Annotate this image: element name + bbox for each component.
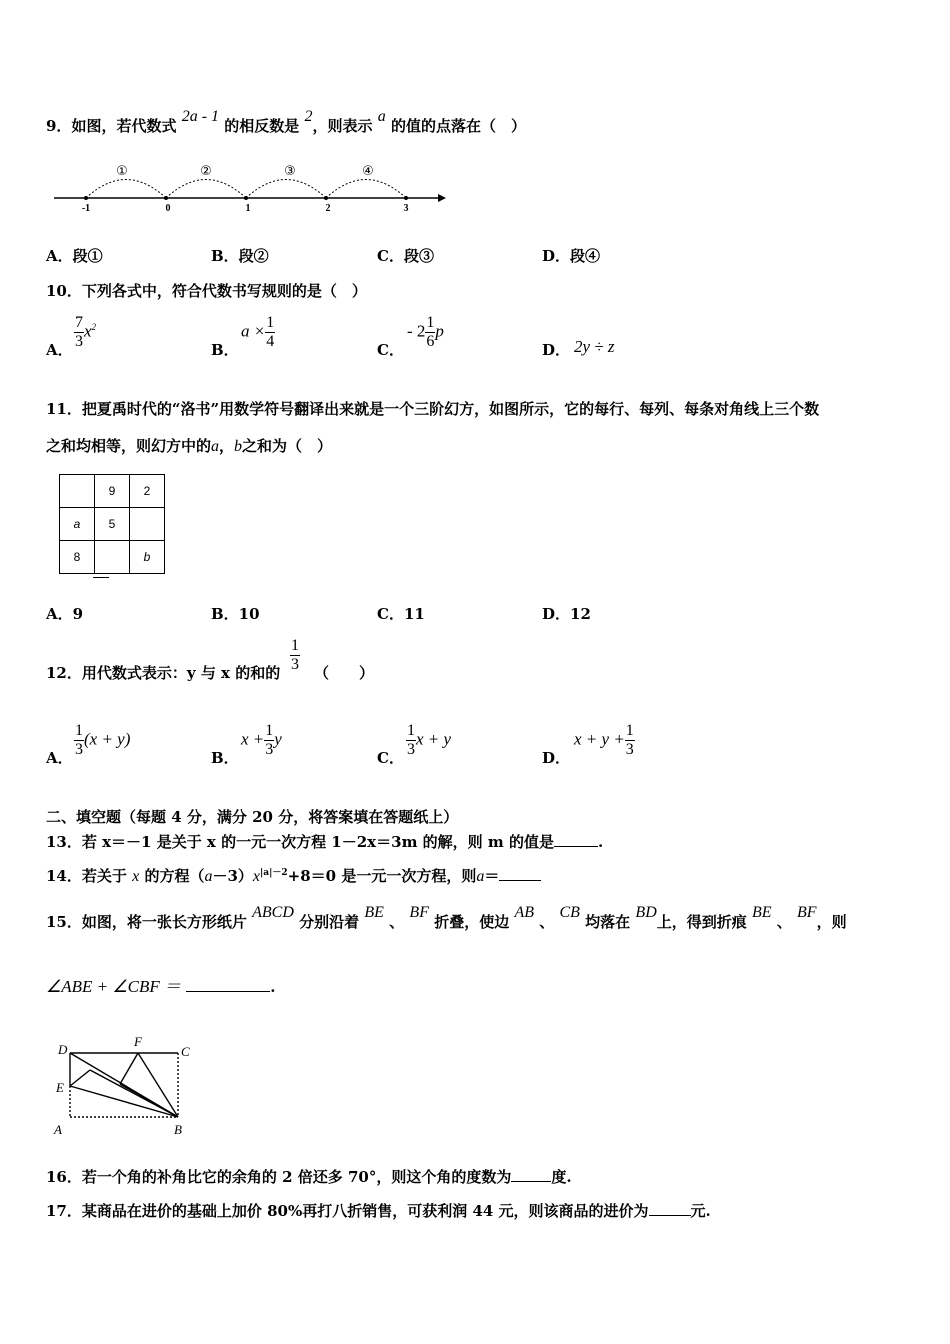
q15-sep2: 、 — [539, 913, 555, 931]
q9-option-a[interactable]: A．段① — [46, 247, 103, 265]
q9-text-mid2: ，则表示 — [312, 117, 373, 135]
segment-label: ① — [116, 164, 128, 179]
q15-be2: BE — [752, 904, 772, 921]
q12-option-a-label[interactable]: A． — [46, 749, 73, 767]
numerator: 1 — [265, 722, 274, 739]
answer-blank[interactable] — [511, 1181, 551, 1182]
q14-text-post: +8＝0 是一元一次方程，则 — [287, 867, 477, 885]
tick-label: 1 — [245, 203, 251, 214]
q10-stem: 10．下列各式中，符合代数书写规则的是（ ） — [46, 282, 367, 300]
point-label: D — [58, 1042, 68, 1057]
segment-label: ④ — [362, 164, 374, 179]
denominator: 3 — [75, 741, 83, 758]
q15-cb: CB — [559, 904, 580, 921]
q13-end: . — [597, 833, 604, 851]
fraction — [425, 314, 435, 351]
grid-cell: 2 — [130, 475, 165, 508]
point-label: E — [56, 1080, 64, 1095]
answer-blank[interactable] — [649, 1215, 691, 1216]
q11-option-b[interactable]: B．10 — [211, 605, 260, 623]
q15-end: . — [270, 978, 276, 996]
q10-option-d-label[interactable]: D． — [542, 341, 571, 359]
q15-text4: 均落在 — [585, 913, 631, 931]
q9-stem — [46, 108, 526, 136]
denominator: 3 — [625, 741, 634, 758]
q11-var-a: a — [211, 438, 220, 455]
q15-ab: AB — [514, 904, 534, 921]
expr-pre: x + y + — [574, 729, 625, 749]
q12-stem-fraction — [290, 637, 300, 674]
q9-text-mid: 的相反数是 — [224, 117, 300, 135]
q15-sep: 、 — [389, 913, 405, 931]
grid-row — [60, 475, 165, 508]
q9-var: a — [377, 108, 386, 125]
q11-text-post: 之和为（ ） — [242, 437, 333, 455]
q9-number-line — [50, 155, 450, 215]
q10-option-c-label[interactable]: C． — [377, 341, 404, 359]
segment-label: ③ — [284, 164, 296, 179]
fraction — [625, 722, 635, 759]
q15-text1: 15．如图，将一张长方形纸片 — [46, 913, 247, 931]
grid-row — [60, 508, 165, 541]
grid-cell: 9 — [95, 475, 130, 508]
q14-text-mid: 的方程（ — [144, 867, 205, 885]
q15-text6: ，则 — [816, 913, 847, 931]
denominator: 6 — [426, 333, 435, 350]
q15-sep3: 、 — [776, 913, 792, 931]
q12-paren: （ ） — [314, 664, 375, 682]
answer-blank[interactable] — [186, 991, 270, 992]
grid-cell — [60, 475, 95, 508]
q12-option-c-label[interactable]: C． — [377, 749, 404, 767]
q17-text: 17．某商品在进价的基础上加价 80%再打八折销售，可获利润 44 元，则该商品的进价为 — [46, 1202, 649, 1220]
numerator: 1 — [426, 314, 435, 331]
q15-be: BE — [364, 904, 384, 921]
point-label: A — [54, 1122, 62, 1137]
q12-option-b-label[interactable]: B． — [211, 749, 239, 767]
q14-equals: ＝ — [484, 867, 500, 885]
q14-var-a2: a — [476, 868, 485, 885]
denominator: 3 — [265, 741, 274, 758]
magic-square — [59, 474, 165, 574]
q11-line1: 11．把夏禹时代的“洛书”用数学符号翻译出来就是一个三阶幻方，如图所示，它的每行、每列、每条对角线上三个数 — [46, 400, 820, 418]
grid-cell — [95, 541, 130, 574]
denominator: 3 — [407, 741, 415, 758]
q17 — [46, 1200, 711, 1221]
denominator: 3 — [291, 656, 299, 673]
q14-var-x: x — [132, 868, 140, 885]
q15-line2 — [46, 972, 275, 997]
tick-label: 0 — [165, 203, 171, 214]
grid-cell: a — [60, 508, 95, 541]
answer-blank[interactable] — [499, 880, 541, 881]
q15-text5: 上，得到折痕 — [656, 913, 747, 931]
q14-text-pre: 14．若关于 — [46, 867, 127, 885]
q11-text-pre: 之和均相等，则幻方中的 — [46, 437, 212, 455]
grid-underline — [93, 577, 109, 578]
q11-option-c[interactable]: C．11 — [377, 605, 425, 623]
q13-text: 13．若 x＝－1 是关于 x 的一元一次方程 1－2x＝3m 的解，则 m 的值是 — [46, 833, 554, 851]
q15-abcd: ABCD — [252, 904, 294, 921]
q16-text: 16．若一个角的补角比它的余角的 2 倍还多 70°，则这个角的度数为 — [46, 1168, 512, 1186]
numerator: 1 — [291, 637, 299, 654]
q11-option-d[interactable]: D．12 — [542, 605, 591, 623]
q14 — [46, 865, 541, 886]
expr-tail: y — [274, 729, 282, 749]
q14-text-mid2: －3） — [212, 867, 253, 885]
section-heading: 二、填空题（每题 4 分，满分 20 分，将答案填在答题纸上） — [46, 808, 459, 826]
q12-option-a-expr — [74, 722, 130, 759]
tick-label: 3 — [403, 203, 409, 214]
q10-option-c-expr — [407, 314, 444, 351]
q10-option-a-label[interactable]: A． — [46, 341, 73, 359]
denominator: 4 — [266, 333, 275, 350]
q13 — [46, 831, 603, 852]
grid-cell — [130, 508, 165, 541]
q12-option-d-expr — [574, 722, 635, 759]
q9-option-c[interactable]: C．段③ — [377, 247, 434, 265]
q9-number: 9． — [46, 117, 72, 135]
q12-option-d-label[interactable]: D． — [542, 749, 571, 767]
point-label: C — [181, 1044, 190, 1059]
grid-row — [60, 541, 165, 574]
numerator: 7 — [75, 314, 83, 331]
q16-end: 度. — [551, 1168, 572, 1186]
q11-option-a[interactable]: A．9 — [46, 605, 84, 623]
fraction — [290, 637, 300, 674]
q12-stem: 12．用代数式表示：y 与 x 的和的 — [46, 664, 281, 682]
q10-option-d-expr: 2y ÷ z — [574, 337, 615, 356]
grid-cell: 5 — [95, 508, 130, 541]
numerator: 1 — [266, 314, 275, 331]
fraction — [74, 722, 84, 759]
q15-bf: BF — [409, 904, 429, 921]
answer-blank[interactable] — [554, 846, 598, 847]
numerator: 1 — [625, 722, 634, 739]
q9-text-post: 的值的点落在（ ） — [390, 117, 526, 135]
q14-var-a: a — [204, 868, 213, 885]
tick-label: -1 — [81, 203, 91, 214]
q14-exponent: |a|－2 — [260, 868, 288, 878]
fraction — [264, 722, 274, 759]
tick-label: 2 — [325, 203, 331, 214]
q11-comma: ， — [219, 437, 235, 455]
grid-cell: 8 — [60, 541, 95, 574]
segment-label: ② — [200, 164, 212, 179]
q9-option-d[interactable]: D．段④ — [542, 247, 601, 265]
fraction — [265, 314, 275, 351]
numerator: 1 — [75, 722, 83, 739]
rectangle-fold-figure — [48, 1030, 208, 1142]
point-label: B — [174, 1122, 182, 1137]
q15-angle-expr: ∠ABE + ∠CBF ＝ — [46, 977, 181, 996]
q11-line2 — [46, 435, 332, 456]
grid-cell: b — [130, 541, 165, 574]
q14-var-x2: x — [252, 868, 261, 885]
q11-var-b: b — [234, 438, 243, 455]
denominator: 3 — [75, 333, 83, 350]
q10-option-b-expr — [241, 314, 275, 351]
expr-pre: a × — [241, 321, 266, 341]
q15-bf2: BF — [797, 904, 817, 921]
expr-tail: x + y — [416, 729, 452, 749]
q15-text3: 折叠，使边 — [434, 913, 510, 931]
q9-expr: 2a - 1 — [181, 108, 220, 125]
variable: p — [435, 321, 444, 341]
q9-value: 2 — [304, 108, 313, 125]
q16 — [46, 1166, 572, 1187]
q15-text2: 分别沿着 — [299, 913, 360, 931]
expr-tail: (x + y) — [84, 729, 131, 749]
q10-option-a-expr — [74, 314, 96, 351]
q9-option-b[interactable]: B．段② — [211, 247, 269, 265]
q12-option-c-expr — [406, 722, 451, 759]
expr-pre: - 2 — [407, 321, 426, 341]
q15-bd: BD — [635, 904, 657, 921]
fraction — [406, 722, 416, 759]
q10-option-b-label[interactable]: B． — [211, 341, 239, 359]
numerator: 1 — [407, 722, 415, 739]
fraction — [74, 314, 84, 351]
variable: x — [84, 321, 92, 341]
expr-pre: x + — [241, 729, 265, 749]
q15-line1 — [46, 904, 847, 932]
q17-end: 元. — [690, 1202, 711, 1220]
exponent: 2 — [91, 321, 97, 332]
q9-text-pre: 如图，若代数式 — [71, 117, 177, 135]
q12-option-b-expr — [241, 722, 282, 759]
point-label: F — [134, 1034, 142, 1049]
